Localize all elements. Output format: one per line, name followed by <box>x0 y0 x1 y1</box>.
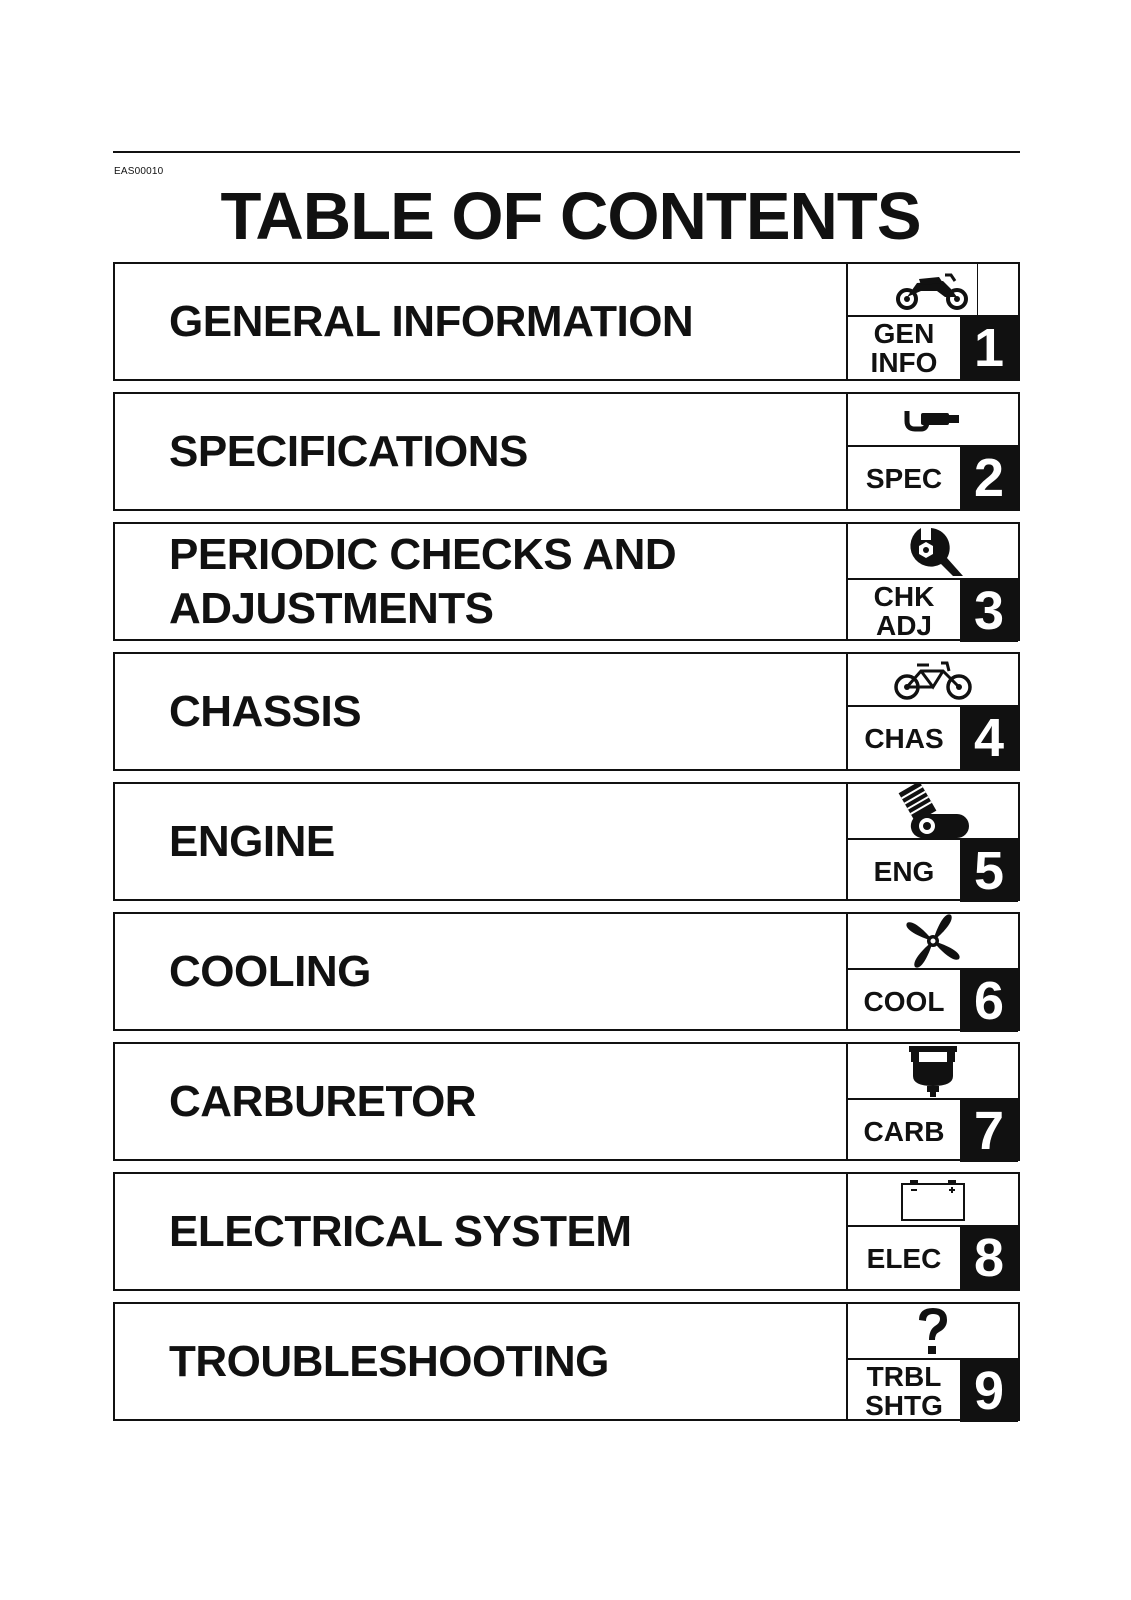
tab-abbreviation: CHAS <box>864 722 944 754</box>
tab-abbreviation: ELEC <box>866 1242 942 1274</box>
tab-number: 6 <box>960 970 1018 1032</box>
tab-number: 4 <box>960 707 1018 769</box>
section-tab[interactable] <box>846 394 1018 509</box>
fan-icon <box>848 914 1018 970</box>
section-title: CARBURETOR <box>169 1076 477 1126</box>
section-title: TROUBLESHOOTING <box>169 1336 609 1386</box>
tab-abbreviation: TRBL SHTG <box>865 1361 943 1421</box>
question-icon <box>848 1304 1018 1360</box>
section-title: SPECIFICATIONS <box>169 426 528 476</box>
toc-row-eng[interactable] <box>113 782 1020 901</box>
tab-number: 5 <box>960 840 1018 902</box>
tab-abbreviation: SPEC <box>865 462 943 494</box>
section-tab[interactable] <box>846 914 1018 1029</box>
tab-abbreviation: CARB <box>863 1115 945 1147</box>
wrench-icon <box>848 524 1018 580</box>
section-title: ENGINE <box>169 816 335 866</box>
section-title: PERIODIC CHECKS AND ADJUSTMENTS <box>169 529 677 633</box>
tab-number: 9 <box>960 1360 1018 1422</box>
tab-number: 1 <box>960 317 1018 379</box>
toc-row-cool[interactable] <box>113 912 1020 1031</box>
toc-row-trbl-shtg[interactable] <box>113 1302 1020 1421</box>
battery-icon <box>848 1174 1018 1227</box>
section-tab[interactable] <box>846 1174 1018 1289</box>
section-tab[interactable] <box>846 654 1018 769</box>
section-tab[interactable] <box>846 524 1018 639</box>
motorcycle-icon <box>848 264 1018 317</box>
toc-row-elec[interactable] <box>113 1172 1020 1291</box>
tab-number: 3 <box>960 580 1018 642</box>
toc-row-chk-adj[interactable] <box>113 522 1020 641</box>
section-tab[interactable] <box>846 1304 1018 1419</box>
tab-abbreviation: GEN INFO <box>870 318 938 378</box>
carburetor-icon <box>848 1044 1018 1100</box>
tab-abbreviation: ENG <box>873 855 935 887</box>
section-title: GENERAL INFORMATION <box>169 296 694 346</box>
tab-number: 7 <box>960 1100 1018 1162</box>
caliper-icon <box>848 394 1018 447</box>
document-code: EAS00010 <box>114 166 164 177</box>
toc-row-chas[interactable] <box>113 652 1020 771</box>
toc-row-carb[interactable] <box>113 1042 1020 1161</box>
tab-abbreviation: COOL <box>863 985 945 1017</box>
toc-row-gen-info[interactable] <box>113 262 1020 381</box>
tab-number: 8 <box>960 1227 1018 1289</box>
top-rule <box>113 151 1020 153</box>
page-title: TABLE OF CONTENTS <box>220 179 921 254</box>
tab-number: 2 <box>960 447 1018 509</box>
tab-abbreviation: CHK ADJ <box>873 581 935 641</box>
section-title: ELECTRICAL SYSTEM <box>169 1206 632 1256</box>
section-tab[interactable] <box>846 784 1018 899</box>
bicycle-icon <box>848 654 1018 707</box>
section-tab[interactable] <box>846 264 1018 379</box>
section-title: CHASSIS <box>169 686 362 736</box>
toc-list <box>113 262 1020 1432</box>
section-tab[interactable] <box>846 1044 1018 1159</box>
toc-row-spec[interactable] <box>113 392 1020 511</box>
engine-icon <box>848 784 1018 840</box>
section-title: COOLING <box>169 946 371 996</box>
